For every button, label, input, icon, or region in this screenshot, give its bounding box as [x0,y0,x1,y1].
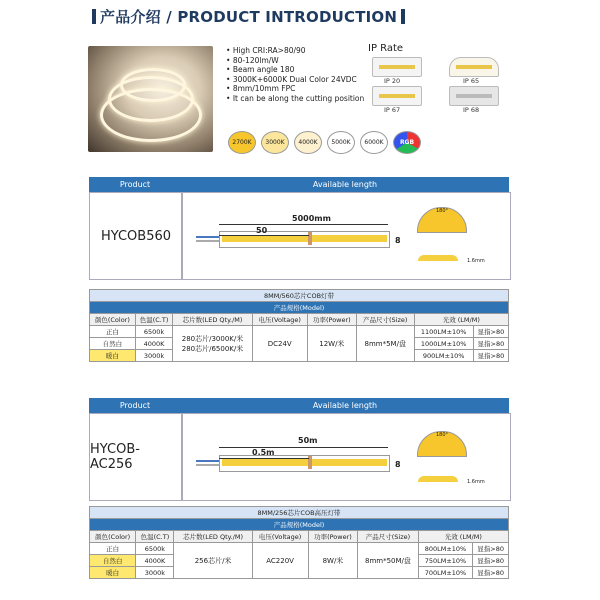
cell-efficacy: 750LM±10% [418,555,473,567]
photo-coil [120,68,186,102]
cell-ct: 6500k [135,326,173,338]
ip67-illustration [372,86,422,106]
cell-ct: 4000K [136,555,174,567]
page-title [88,6,409,27]
page-title-text: 产品介绍 / PRODUCT INTRODUCTION [100,8,398,26]
product1-model-cell [89,192,183,280]
table-header-row [90,314,509,326]
product1-spec-title: 产品规格(Model) [90,302,509,314]
table-row [90,543,509,555]
product1-segment-line [219,235,309,236]
product1-band-length: Available length [181,177,509,192]
spec-item: • Beam angle 180 [226,65,364,75]
col-header: 电压(Voltage) [252,314,307,326]
product2-band-product: Product [89,398,181,413]
col-header: 光效 (LM/M) [418,531,508,543]
cell-color: 正白 [90,543,136,555]
col-header: 功率(Power) [308,531,358,543]
cell-qty: 280芯片/3000K/米 280芯片/6500K/米 [173,326,252,362]
cell-size: 8mm*50M/盘 [358,543,418,579]
ip67-label: IP 67 [384,106,401,114]
cell-size: 8mm*5M/盘 [356,326,414,362]
product1-thickness: 1.6mm [467,258,485,264]
product-photo [88,46,213,152]
product1-wire [196,236,220,238]
product1-band-product: Product [89,177,181,192]
cell-ct: 4000K [135,338,173,350]
product2-length-line [219,447,388,448]
product2-width: 8 [395,460,401,469]
cell-ct: 6500k [136,543,174,555]
col-header: 颜色(Color) [90,314,136,326]
cell-voltage: AC220V [252,543,308,579]
col-header: 电压(Voltage) [252,531,308,543]
product2-segment: 0.5m [252,448,275,457]
cell-cri: 显指>80 [473,567,509,579]
ip65-illustration [449,57,499,77]
product1-model: HYCOB560 [100,228,172,244]
ip20-illustration [372,57,422,77]
title-bar-right [401,9,405,24]
product2-model-cell [89,413,183,501]
ip-rate-title: IP Rate [368,43,404,54]
table-header-row [90,531,509,543]
product1-segment: 50 [256,226,268,235]
temp-6000k: 6000K [360,131,388,154]
product1-wire [196,240,220,242]
product2-angle: 180° [436,432,449,438]
product2-band-length: Available length [181,398,509,413]
spec-item: • 80-120lm/W [226,56,364,66]
cell-ct: 3000k [136,567,174,579]
product1-angle: 180° [436,208,449,214]
cell-color: 自然白 [90,338,136,350]
cell-efficacy: 800LM±10% [418,543,473,555]
cell-efficacy: 1000LM±10% [414,338,473,350]
col-header: 芯片数(LED Qty./M) [173,314,252,326]
col-header: 色温(C.T) [136,531,174,543]
col-header: 产品尺寸(Size) [356,314,414,326]
spec-item: • High CRI:RA>80/90 [226,46,364,56]
ip65-label: IP 65 [463,77,480,85]
product1-profile-drawing [418,255,458,261]
product2-profile-drawing [418,476,458,482]
product2-spec-title: 产品规格(Model) [90,519,509,531]
cell-ct: 3000k [135,350,173,362]
title-bar-left [92,9,96,24]
cell-voltage: DC24V [252,326,307,362]
product1-length-line [219,224,388,225]
product2-thickness: 1.6mm [467,479,485,485]
cell-efficacy: 1100LM±10% [414,326,473,338]
product1-spec-table [89,289,509,362]
spec-item: • 8mm/10mm FPC [226,84,364,94]
cell-cri: 显指>80 [473,543,509,555]
product1-strip-body [219,231,390,248]
product2-model: HYCOB-AC256 [90,442,140,472]
cell-color: 自然白 [90,555,136,567]
product2-segment-line [219,458,309,459]
ip20-label: IP 20 [384,77,401,85]
temp-3000k: 3000K [261,131,289,154]
cell-cri: 显指>80 [473,555,509,567]
product1-table-title: 8MM/560芯片COB灯带 [90,290,509,302]
col-header: 产品尺寸(Size) [358,531,418,543]
table-row [90,326,509,338]
col-header: 颜色(Color) [90,531,136,543]
cell-efficacy: 700LM±10% [418,567,473,579]
spec-item: • 3000K+6000K Dual Color 24VDC [226,75,364,85]
temp-rgb: RGB [393,131,421,154]
temp-4000k: 4000K [294,131,322,154]
cell-qty: 256芯片/米 [174,543,252,579]
cell-power: 8W/米 [308,543,358,579]
cell-cri: 显指>80 [473,326,508,338]
cell-color: 暖白 [90,567,136,579]
ip68-label: IP 68 [463,106,480,114]
spec-item: • It can be along the cutting position [226,94,364,104]
temp-2700k: 2700K [228,131,256,154]
cell-efficacy: 900LM±10% [414,350,473,362]
cell-cri: 显指>80 [473,350,508,362]
product2-wire [196,464,220,466]
product1-length: 5000mm [292,214,331,223]
cell-color: 暖白 [90,350,136,362]
cell-power: 12W/米 [307,326,356,362]
col-header: 色温(C.T) [135,314,173,326]
ip68-illustration [449,86,499,106]
temp-5000k: 5000K [327,131,355,154]
cell-cri: 显指>80 [473,338,508,350]
color-temp-row [228,131,421,154]
product2-wire [196,460,220,462]
col-header: 芯片数(LED Qty./M) [174,531,252,543]
product2-spec-table [89,506,509,579]
product2-length: 50m [298,436,318,445]
product1-width: 8 [395,236,401,245]
cell-color: 正白 [90,326,136,338]
col-header: 功率(Power) [307,314,356,326]
spec-list [226,46,364,104]
product2-table-title: 8MM/256芯片COB高压灯带 [90,507,509,519]
col-header: 光效 (LM/M) [414,314,508,326]
